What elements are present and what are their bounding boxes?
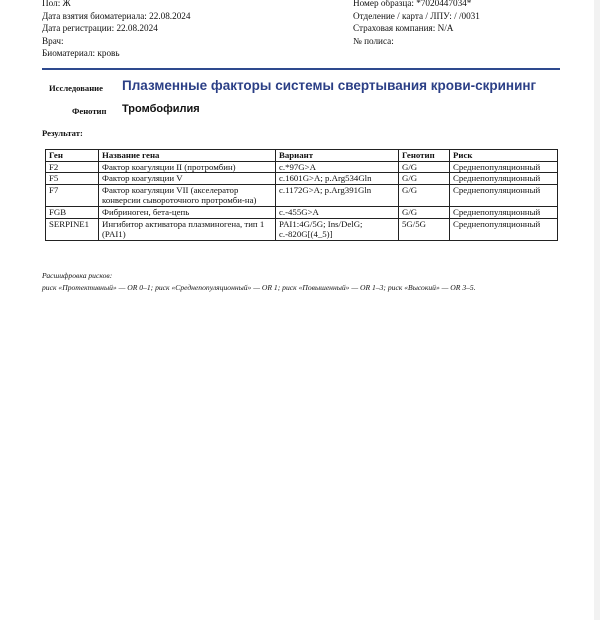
variant-cell: c.*97G>A <box>276 161 399 173</box>
department-card: Отделение / карта / ЛПУ: / /0031 <box>353 10 480 21</box>
phenotype-label: Фенотип <box>72 106 107 116</box>
header-gene-name: Название гена <box>99 150 276 162</box>
legend-title: Расшифровка рисков: <box>42 271 113 280</box>
gene-name-cell: Ингибитор активатора плазминогена, тип 1 (PAI1) <box>99 218 276 240</box>
result-label: Результат: <box>42 128 83 138</box>
genotype-cell: 5G/5G <box>399 218 450 240</box>
gene-name-cell: Фактор коагуляции VII (акселератор конверсии сывороточного протромби-на) <box>99 184 276 206</box>
registration-date: Дата регистрации: 22.08.2024 <box>42 23 158 34</box>
header-risk: Риск <box>450 150 558 162</box>
table-row <box>46 173 558 185</box>
study-title: Плазменные факторы системы свертывания крови-скрининг <box>122 78 537 93</box>
risk-cell: Среднепопуляционный <box>450 206 558 218</box>
table-row <box>46 206 558 218</box>
table-header-row <box>46 150 558 162</box>
gene-name-cell: Фактор коагуляции V <box>99 173 276 185</box>
gene-name-cell: Фактор коагуляции II (протромбин) <box>99 161 276 173</box>
risk-cell: Среднепопуляционный <box>450 173 558 185</box>
gene-cell: F7 <box>46 184 99 206</box>
gene-name-cell: Фибриноген, бета-цепь <box>99 206 276 218</box>
study-label: Исследование <box>49 83 103 93</box>
policy-number: № полиса: <box>353 35 394 46</box>
gene-cell: F2 <box>46 161 99 173</box>
sample-info <box>353 0 480 47</box>
variant-cell: c.1172G>A; p.Arg391Gln <box>276 184 399 206</box>
genes-table <box>45 149 558 241</box>
risk-legend <box>42 270 476 294</box>
genotype-cell: G/G <box>399 173 450 185</box>
variant-cell: PAI1:4G/5G; Ins/DelG; c.-820G[(4_5)] <box>276 218 399 240</box>
genotype-cell: G/G <box>399 184 450 206</box>
patient-sex: Пол: Ж <box>42 0 71 8</box>
sample-number: Номер образца: *7020447034* <box>353 0 472 8</box>
risk-cell: Среднепопуляционный <box>450 184 558 206</box>
page-edge <box>594 0 600 620</box>
header-divider <box>42 68 560 70</box>
doctor: Врач: <box>42 35 64 46</box>
genotype-cell: G/G <box>399 206 450 218</box>
table-row <box>46 161 558 173</box>
gene-cell: F5 <box>46 173 99 185</box>
gene-cell: FGB <box>46 206 99 218</box>
patient-info <box>42 0 190 60</box>
variant-cell: c.1601G>A; p.Arg534Gln <box>276 173 399 185</box>
risk-cell: Среднепопуляционный <box>450 161 558 173</box>
phenotype-value: Тромбофилия <box>122 103 200 115</box>
variant-cell: c.-455G>A <box>276 206 399 218</box>
genotype-cell: G/G <box>399 161 450 173</box>
header-genotype: Генотип <box>399 150 450 162</box>
legend-text: риск «Протективный» — OR 0–1; риск «Среднепопуляционный» — OR 1; риск «Повышенный» — OR 1–3; риск «Высокий» — OR 3–5. <box>42 283 476 292</box>
gene-cell: SERPINE1 <box>46 218 99 240</box>
table-row <box>46 184 558 206</box>
risk-cell: Среднепопуляционный <box>450 218 558 240</box>
header-gene: Ген <box>46 150 99 162</box>
biomaterial: Биоматериал: кровь <box>42 48 120 59</box>
collection-date: Дата взятия биоматериала: 22.08.2024 <box>42 10 191 21</box>
table-row <box>46 218 558 240</box>
insurance-company: Страховая компания: N/A <box>353 23 454 34</box>
header-variant: Вариант <box>276 150 399 162</box>
